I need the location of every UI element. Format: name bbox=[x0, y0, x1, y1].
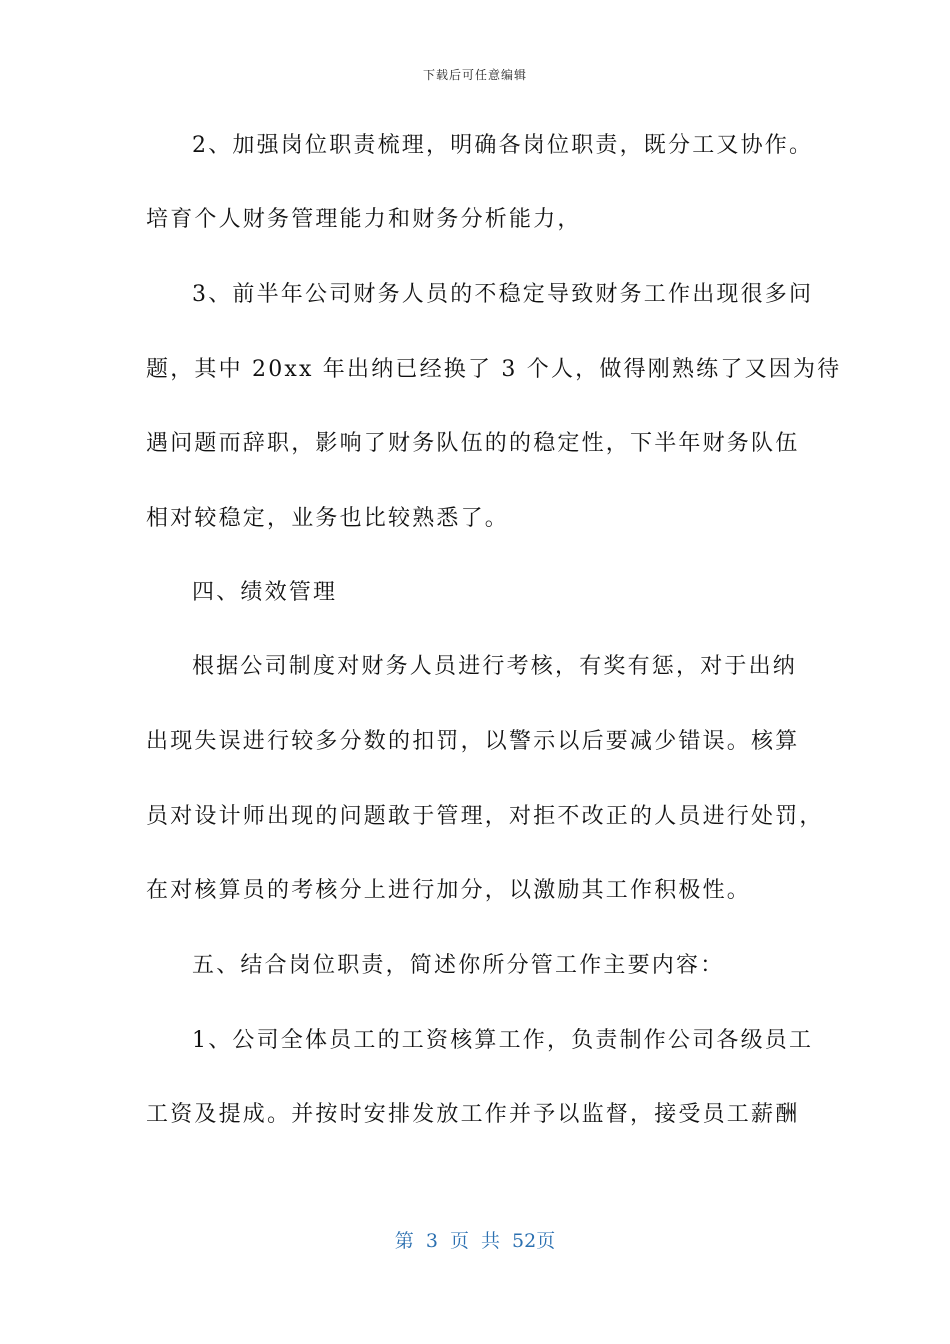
paragraph-line: 题，其中 20xx 年出纳已经换了 3 个人，做得刚熟练了又因为待 bbox=[146, 357, 842, 382]
paragraph-line: 遇问题而辞职，影响了财务队伍的的稳定性，下半年财务队伍 bbox=[146, 431, 800, 456]
paragraph-line: 出现失误进行较多分数的扣罚，以警示以后要减少错误。核算 bbox=[146, 729, 800, 754]
paragraph-line: 工资及提成。并按时安排发放工作并予以监督，接受员工薪酬 bbox=[146, 1102, 800, 1127]
paragraph-line: 2、加强岗位职责梳理，明确各岗位职责，既分工又协作。 bbox=[192, 133, 814, 158]
paragraph-line: 1、公司全体员工的工资核算工作，负责制作公司各级员工 bbox=[192, 1028, 814, 1053]
paragraph-line: 相对较稳定，业务也比较熟悉了。 bbox=[146, 506, 510, 531]
section-heading: 五、结合岗位职责，简述你所分管工作主要内容： bbox=[192, 953, 725, 978]
paragraph-line: 员对设计师出现的问题敢于管理，对拒不改正的人员进行处罚， bbox=[146, 804, 824, 829]
paragraph-line: 3、前半年公司财务人员的不稳定导致财务工作出现很多问 bbox=[192, 282, 814, 307]
paragraph-line: 培育个人财务管理能力和财务分析能力， bbox=[146, 207, 582, 232]
section-heading: 四、绩效管理 bbox=[192, 580, 338, 605]
page-header: 下载后可任意编辑 bbox=[422, 68, 527, 82]
page-number: 第 3 页 共 52页 bbox=[394, 1230, 556, 1252]
paragraph-line: 根据公司制度对财务人员进行考核，有奖有惩，对于出纳 bbox=[192, 654, 798, 679]
paragraph-line: 在对核算员的考核分上进行加分，以激励其工作积极性。 bbox=[146, 878, 752, 903]
